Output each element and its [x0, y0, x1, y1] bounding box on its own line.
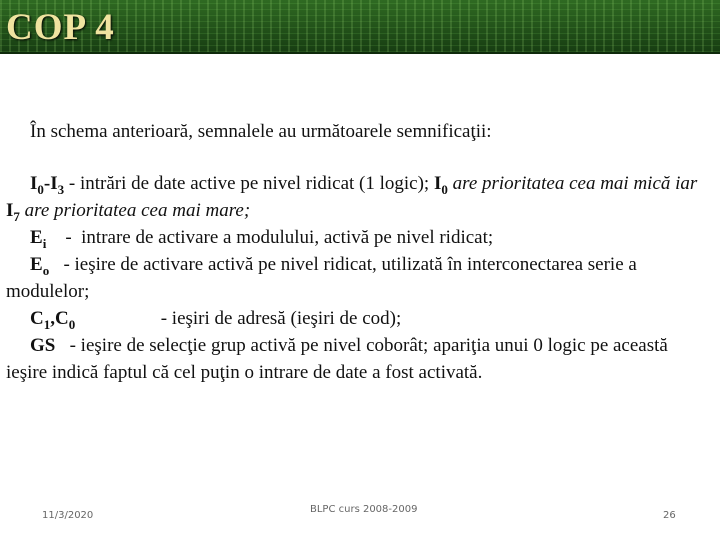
- symbol: I: [433, 173, 442, 194]
- symbol: I: [50, 173, 58, 194]
- footer-course: BLPC curs 2008-2009: [310, 504, 418, 515]
- description: - ieşire de selecţie grup activă pe nivel coborât; apariţia unui 0 logic pe această ieşire indică faptul că cel puţin o intrare de date a fost activată.: [6, 335, 673, 383]
- description: - ieşiri de adresă (ieşiri de cod);: [75, 308, 402, 329]
- subscript: i: [42, 236, 47, 251]
- description: - intrări de date active pe nivel ridicat (1 logic);: [64, 173, 434, 194]
- description: - ieşire de activare activă pe nivel ridicat, utilizată în interconectarea serie a modulelor;: [6, 254, 642, 302]
- symbol-dash: -: [43, 173, 51, 194]
- symbol: E: [30, 227, 43, 248]
- paragraph-eo: [6, 251, 710, 305]
- footer-date: 11/3/2020: [42, 510, 94, 521]
- description: - intrare de activare a modulului, activă pe nivel ridicat;: [46, 227, 494, 248]
- slide-title: COP 4: [6, 7, 115, 48]
- subscript: 0: [68, 317, 76, 332]
- subscript: 7: [13, 209, 20, 224]
- symbol: E: [30, 254, 43, 275]
- symbol: GS: [30, 335, 56, 356]
- symbol: I: [6, 200, 14, 221]
- italic-text: are prioritatea cea mai mare;: [19, 200, 251, 221]
- subscript: o: [42, 263, 50, 278]
- title-bar: [0, 0, 720, 54]
- intro-line: În schema anterioară, semnalele au următoarele semnificaţii:: [30, 121, 492, 142]
- subscript: 0: [37, 182, 44, 197]
- symbol: C: [54, 308, 69, 329]
- symbol-comma: ,: [50, 308, 55, 329]
- page-number: 26: [663, 510, 676, 521]
- italic-text: are prioritatea cea mai mică iar: [447, 173, 698, 194]
- symbol: I: [30, 173, 38, 194]
- paragraph-gs: [6, 332, 710, 386]
- paragraph-ei: [6, 224, 710, 251]
- paragraph-c-outputs: [6, 305, 710, 332]
- subscript: 3: [57, 182, 65, 197]
- subscript: 1: [43, 317, 51, 332]
- subscript: 0: [441, 182, 448, 197]
- paragraph-inputs: [6, 170, 710, 224]
- slide-content: [6, 118, 710, 386]
- symbol: C: [30, 308, 44, 329]
